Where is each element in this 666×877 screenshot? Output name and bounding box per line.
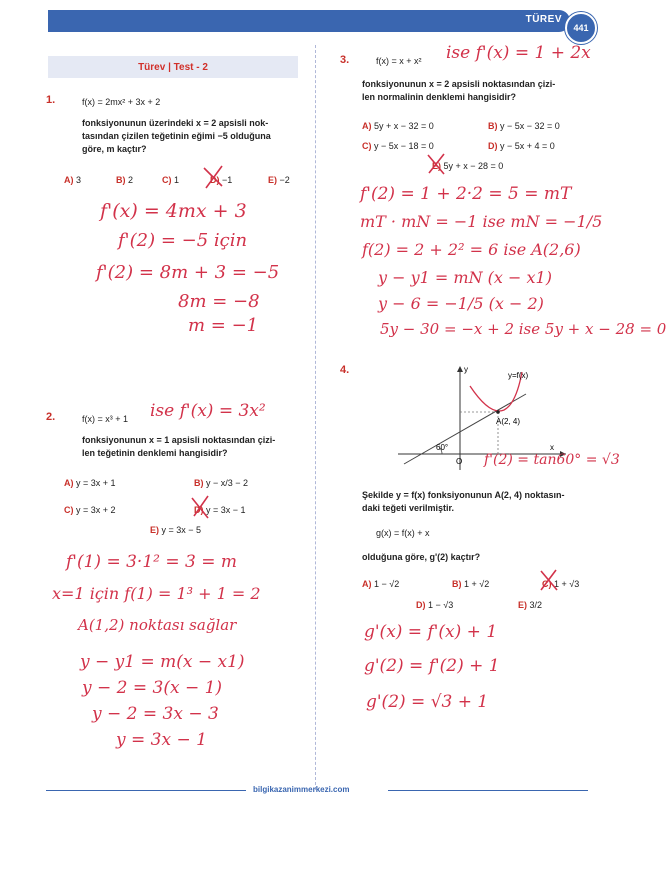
q3-option-c[interactable]: C) y − 5x − 18 = 0 xyxy=(362,141,434,151)
q2-option-e[interactable]: E) y = 3x − 5 xyxy=(150,525,202,535)
question-4-question: olduğuna göre, g'(2) kaçtır? xyxy=(362,552,481,562)
question-3-text-line-2: len normalinin denklemi hangisidir? xyxy=(362,92,517,102)
q4-graph-handwriting: f'(2) = tan60° = √3 xyxy=(484,452,620,468)
q1-option-c[interactable]: C) 1 xyxy=(162,175,180,185)
q3-option-b[interactable]: B) y − 5x − 32 = 0 xyxy=(488,121,560,131)
q3-option-d[interactable]: D) y − 5x + 4 = 0 xyxy=(488,141,555,151)
q4-handwriting-1: g'(x) = f'(x) + 1 xyxy=(364,622,498,642)
q3-handwriting-5: y − 6 = −1/5 (x − 2) xyxy=(378,294,544,313)
q2-handwriting-7: y = 3x − 1 xyxy=(116,730,207,750)
header-title: TÜREV xyxy=(525,14,562,25)
curve-label: y=f(x) xyxy=(508,371,529,380)
q1-option-b[interactable]: B) 2 xyxy=(116,175,134,185)
q1-handwriting-2: f'(2) = −5 için xyxy=(118,230,248,251)
q1-option-d[interactable]: D) −1 xyxy=(210,175,233,185)
q2-handwriting-1: f'(1) = 3·1² = 3 = m xyxy=(66,552,237,572)
page-number-badge: 441 xyxy=(565,12,597,44)
q1-answer-cross-mark xyxy=(202,164,226,190)
question-4-text-line-2: daki teğeti verilmiştir. xyxy=(362,503,455,513)
q1-handwriting-3: f'(2) = 8m + 3 = −5 xyxy=(96,262,280,283)
question-1-number: 1. xyxy=(46,94,56,106)
q3-handwriting-4: y − y1 = mN (x − x1) xyxy=(378,268,552,287)
question-2-text-line-1: fonksiyonunun x = 1 apsisli noktasından çizi- xyxy=(82,435,276,445)
question-4-given: g(x) = f(x) + x xyxy=(376,528,430,538)
q2-handwriting-inline: ise f'(x) = 3x² xyxy=(150,401,266,421)
question-1-text-line-1: fonksiyonunun üzerindeki x = 2 apsisli nok- xyxy=(82,118,269,128)
q2-answer-cross-mark xyxy=(190,494,212,520)
q4-answer-cross-mark xyxy=(538,568,560,592)
q3-handwriting-inline: ise f'(x) = 1 + 2x xyxy=(446,43,591,63)
q4-option-e[interactable]: E) 3/2 xyxy=(518,600,543,610)
question-2-number: 2. xyxy=(46,411,56,423)
q1-option-e[interactable]: E) −2 xyxy=(268,175,290,185)
q2-option-c[interactable]: C) y = 3x + 2 xyxy=(64,505,116,515)
q2-option-a[interactable]: A) y = 3x + 1 xyxy=(64,478,116,488)
q4-option-d[interactable]: D) 1 − √3 xyxy=(416,600,454,610)
footer-line-left xyxy=(46,790,246,791)
column-divider xyxy=(315,45,317,790)
question-3-number: 3. xyxy=(340,54,350,66)
q2-handwriting-3: A(1,2) noktası sağlar xyxy=(78,616,237,634)
question-1-text-line-2: tasından çizilen teğetinin eğimi −5 olduğuna xyxy=(82,131,271,141)
origin-label: O xyxy=(456,457,463,466)
q3-option-e[interactable]: E) 5y + x − 28 = 0 xyxy=(432,161,504,171)
y-axis-arrow xyxy=(457,366,463,372)
q3-option-a[interactable]: A) 5y + x − 32 = 0 xyxy=(362,121,434,131)
q1-handwriting-4: 8m = −8 xyxy=(178,291,260,312)
question-3-function: f(x) = x + x² xyxy=(376,56,422,66)
footer-line-right xyxy=(388,790,588,791)
question-1-function: f(x) = 2mx² + 3x + 2 xyxy=(82,97,161,107)
header-bar xyxy=(48,10,570,32)
point-a-label: A(2, 4) xyxy=(496,417,521,426)
q4-handwriting-3: g'(2) = √3 + 1 xyxy=(366,692,489,712)
q4-handwriting-2: g'(2) = f'(2) + 1 xyxy=(364,656,500,676)
q2-handwriting-6: y − 2 = 3x − 3 xyxy=(92,704,219,724)
q3-handwriting-3: f(2) = 2 + 2² = 6 ise A(2,6) xyxy=(362,240,581,259)
x-axis-label: x xyxy=(550,443,554,452)
q1-handwriting-5: m = −1 xyxy=(188,315,259,336)
q1-handwriting-1: f'(x) = 4mx + 3 xyxy=(100,200,247,222)
question-3-text-line-1: fonksiyonunun x = 2 apsisli noktasından çizi- xyxy=(362,79,556,89)
q4-option-a[interactable]: A) 1 − √2 xyxy=(362,579,400,589)
q4-option-c[interactable]: C) 1 + √3 xyxy=(542,579,580,589)
question-4-number: 4. xyxy=(340,364,350,376)
q3-answer-cross-mark xyxy=(426,152,448,176)
q4-option-b[interactable]: B) 1 + √2 xyxy=(452,579,490,589)
q3-handwriting-6: 5y − 30 = −x + 2 ise 5y + x − 28 = 0 xyxy=(380,320,666,338)
q2-handwriting-5: y − 2 = 3(x − 1) xyxy=(82,678,223,698)
q2-handwriting-2: x=1 için f(1) = 1³ + 1 = 2 xyxy=(52,584,261,603)
angle-label: 60° xyxy=(436,443,449,452)
q2-option-d[interactable]: D) y = 3x − 1 xyxy=(194,505,246,515)
y-axis-label: y xyxy=(464,365,468,374)
q3-handwriting-2: mT · mN = −1 ise mN = −1/5 xyxy=(360,212,603,231)
point-a xyxy=(496,410,500,414)
question-2-function: f(x) = x³ + 1 xyxy=(82,414,129,424)
q1-option-a[interactable]: A) 3 xyxy=(64,175,82,185)
question-1-text-line-3: göre, m kaçtır? xyxy=(82,144,147,154)
q2-option-b[interactable]: B) y − x/3 − 2 xyxy=(194,478,249,488)
question-4-text-line-1: Şekilde y = f(x) fonksiyonunun A(2, 4) noktasın- xyxy=(362,490,565,500)
footer-website[interactable]: bilgikazanimmerkezi.com xyxy=(253,785,350,794)
test-title: Türev | Test - 2 xyxy=(48,56,298,78)
q2-handwriting-4: y − y1 = m(x − x1) xyxy=(80,652,245,672)
question-2-text-line-2: len teğetinin denklemi hangisidir? xyxy=(82,448,228,458)
q3-handwriting-1: f'(2) = 1 + 2·2 = 5 = mT xyxy=(360,184,572,204)
